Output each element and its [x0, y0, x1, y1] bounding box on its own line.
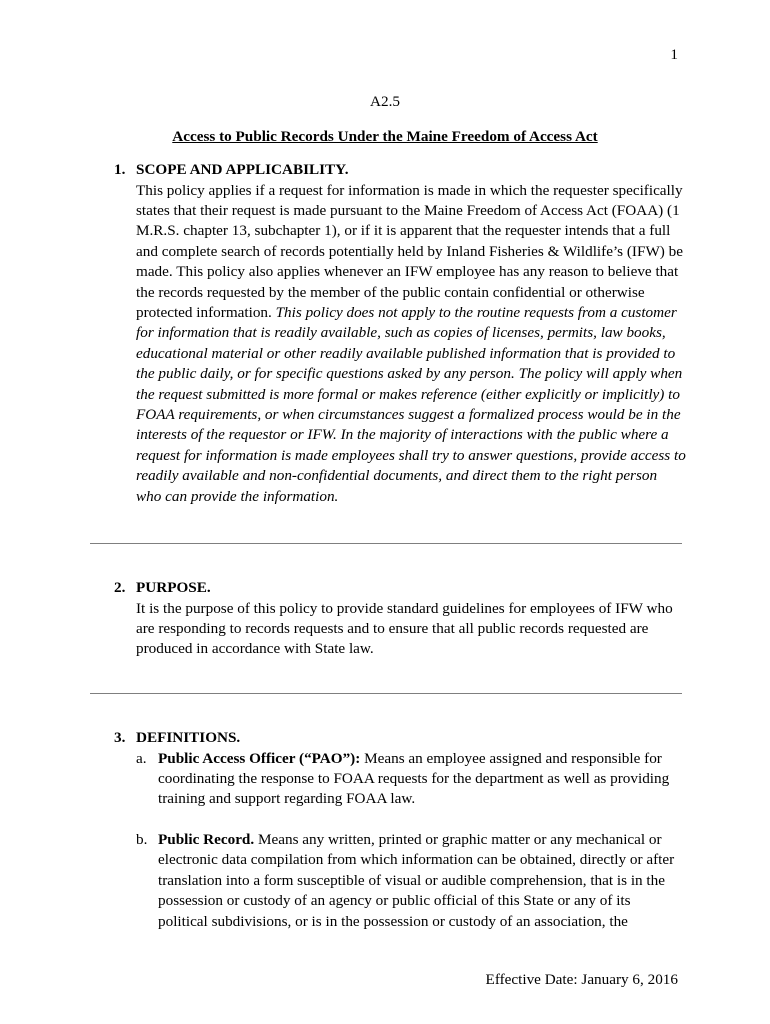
effective-date: Effective Date: January 6, 2016 [485, 971, 678, 988]
definition-term: Public Record. [158, 831, 255, 848]
definition-letter: a. [136, 749, 147, 767]
section-number: 1. [114, 161, 126, 178]
section-2-body [136, 599, 681, 660]
definition-letter: b. [136, 831, 148, 848]
definition-item [136, 830, 681, 932]
scope-paragraph [136, 181, 686, 508]
section-1-body [136, 181, 686, 508]
section-heading-text: SCOPE AND APPLICABILITY. [136, 161, 349, 178]
section-number: 2. [114, 579, 126, 596]
section-divider [90, 693, 682, 694]
section-heading-text: PURPOSE. [136, 579, 211, 596]
document-code: A2.5 [370, 93, 400, 110]
purpose-text: It is the purpose of this policy to provide standard guidelines for employees of IFW who are responding to records requests and to ensure that all public records requested are produced in accordance with State law. [136, 599, 673, 658]
section-3-heading [114, 728, 240, 748]
definition-term: Public Access Officer (“PAO”): [158, 749, 361, 767]
page-number: 1 [670, 46, 678, 63]
scope-text: This policy applies if a request for information is made in which the requester specifically states that their request is made pursuant to the Maine Freedom of Access Act (FOAA) (1 M.R.S. chapter 13, subchapter 1), or if it is apparent that the requester intends that a full and complete search of records potentially held by Inland Fisheries & Wildlife’s (IFW) be made. This policy also applies whenever an IFW employee has any reason to believe that the records requested by the member of the public contain confidential or otherwise protected information. [136, 181, 683, 321]
section-2-heading [114, 578, 211, 598]
section-divider [90, 543, 682, 544]
definition-item [136, 749, 681, 810]
definition-text: Means an employee assigned and responsible for coordinating the response to FOAA requests for the department as well as providing training and support regarding FOAA law. [158, 749, 670, 808]
section-1-heading [114, 160, 349, 180]
section-number: 3. [114, 729, 126, 746]
scope-italic-text: This policy does not apply to the routine requests from a customer for information that is readily available, such as copies of licenses, permits, law books, educational material or other readily available published information that is provided to the public daily, or for specific questions asked by any person. The policy will apply when the request submitted is more formal or makes reference (either explicitly or implicitly) to FOAA requirements, or when circumstances suggest a formalized process would be in the interests of the requestor or IFW. In the majority of interactions with the public where a request for information is made employees shall try to answer questions, provide access to readily available and non-confidential documents, and direct them to the right person who can provide the information. [136, 303, 686, 505]
document-title: Access to Public Records Under the Maine Freedom of Access Act [172, 128, 598, 145]
section-heading-text: DEFINITIONS. [136, 729, 241, 746]
definition-text: Means any written, printed or graphic matter or any mechanical or electronic data compilation from which information can be obtained, directly or after translation into a form susceptible of visual or audible comprehension, that is in the possession or custody of an agency or public official of this State or any of its political subdivisions, or is in the possession or custody of an association, the [158, 831, 675, 930]
